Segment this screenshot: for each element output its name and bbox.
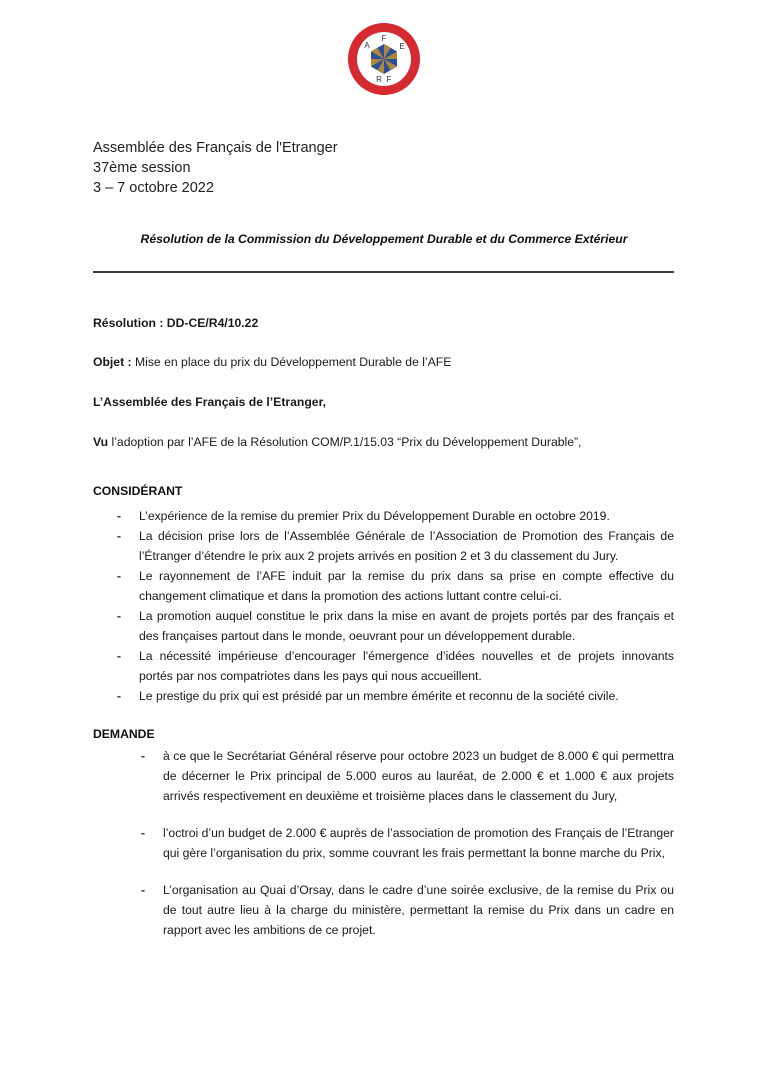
svg-text:F: F	[386, 75, 392, 84]
assembly-label: L’Assemblée des Français de l’Etranger,	[93, 395, 327, 409]
session-dates: 3 – 7 octobre 2022	[93, 180, 214, 196]
demande-list	[141, 746, 674, 957]
considerant-title: CONSIDÉRANT	[93, 484, 183, 498]
list-item: - L’expérience de la remise du premier Prix du Développement Durable en octobre 2019.	[139, 506, 674, 526]
assembly-name: Assemblée des Français de l'Etranger	[93, 140, 338, 156]
list-item: - Le prestige du prix qui est présidé par un membre émérite et reconnu de la société civile.	[139, 686, 674, 706]
svg-text:F: F	[381, 34, 387, 43]
assembly-line	[93, 395, 326, 409]
objet-text: Mise en place du prix du Développement Durable de l’AFE	[131, 355, 452, 369]
bullet-dash: -	[141, 749, 146, 763]
bullet-dash: -	[117, 529, 122, 543]
document-header	[93, 138, 338, 198]
bullet-dash: -	[141, 883, 146, 897]
vu-label: Vu	[93, 435, 109, 449]
list-item: - l’octroi d’un budget de 2.000 € auprès de l’association de promotion des Français de l’Etranger qui gère l’organisation du prix, somme couvrant les frais permettant la bonne marche du Prix,	[163, 823, 674, 863]
commission-title: Résolution de la Commission du Développement Durable et du Commerce Extérieur	[140, 232, 628, 246]
afe-logo	[345, 20, 423, 98]
bullet-dash: -	[117, 569, 122, 583]
list-item: - La promotion auquel constitue le prix dans la mise en avant de projets portés par des français et des françaises partout dans le monde, oeuvrant pour un développement durable.	[139, 606, 674, 646]
bullet-dash: -	[141, 826, 146, 840]
resolution-label: Résolution : DD-CE/R4/10.22	[93, 316, 259, 330]
bullet-dash: -	[117, 609, 122, 623]
bullet-dash: -	[117, 689, 122, 703]
session-number: 37ème session	[93, 160, 191, 176]
list-item: - La décision prise lors de l’Assemblée Générale de l’Association de Promotion des Français de l’Étranger d’étendre le prix aux 2 projets arrivés en position 2 et 3 du classement du Jury.	[139, 526, 674, 566]
considerant-list	[117, 506, 674, 706]
vu-text: l’adoption par l’AFE de la Résolution COM/P.1/15.03 “Prix du Développement Durable”,	[108, 435, 582, 449]
list-item: - La nécessité impérieuse d’encourager l'émergence d’idées nouvelles et de projets innovants portés par nos compatriotes dans les pays qui nous accueillent.	[139, 646, 674, 686]
resolution-number	[93, 316, 258, 330]
svg-text:R: R	[376, 75, 382, 84]
objet-label: Objet :	[93, 355, 132, 369]
demande-title: DEMANDE	[93, 727, 155, 741]
afe-emblem-icon	[345, 20, 423, 98]
objet-line	[93, 355, 451, 369]
bullet-dash: -	[117, 509, 122, 523]
list-item: - Le rayonnement de l’AFE induit par la remise du prix dans sa prise en compte effective du changement climatique et dans la promotion des actions luttant contre celui-ci.	[139, 566, 674, 606]
horizontal-divider	[93, 271, 674, 273]
bullet-dash: -	[117, 649, 122, 663]
svg-text:A: A	[364, 41, 370, 50]
vu-line	[93, 435, 581, 449]
list-item: - à ce que le Secrétariat Général réserve pour octobre 2023 un budget de 8.000 € qui permettra de décerner le Prix principal de 5.000 euros au lauréat, de 2.000 € et 1.000 € aux projets arrivés respectivement en deuxième et troisième places dans le classement du Jury,	[163, 746, 674, 806]
svg-text:E: E	[399, 42, 405, 51]
list-item: - L’organisation au Quai d’Orsay, dans le cadre d’une soirée exclusive, de la remise du Prix ou de tout autre lieu à la charge du ministère, permettant la remise du Prix dans un cadre en rapport avec les ambitions de ce projet.	[163, 880, 674, 940]
